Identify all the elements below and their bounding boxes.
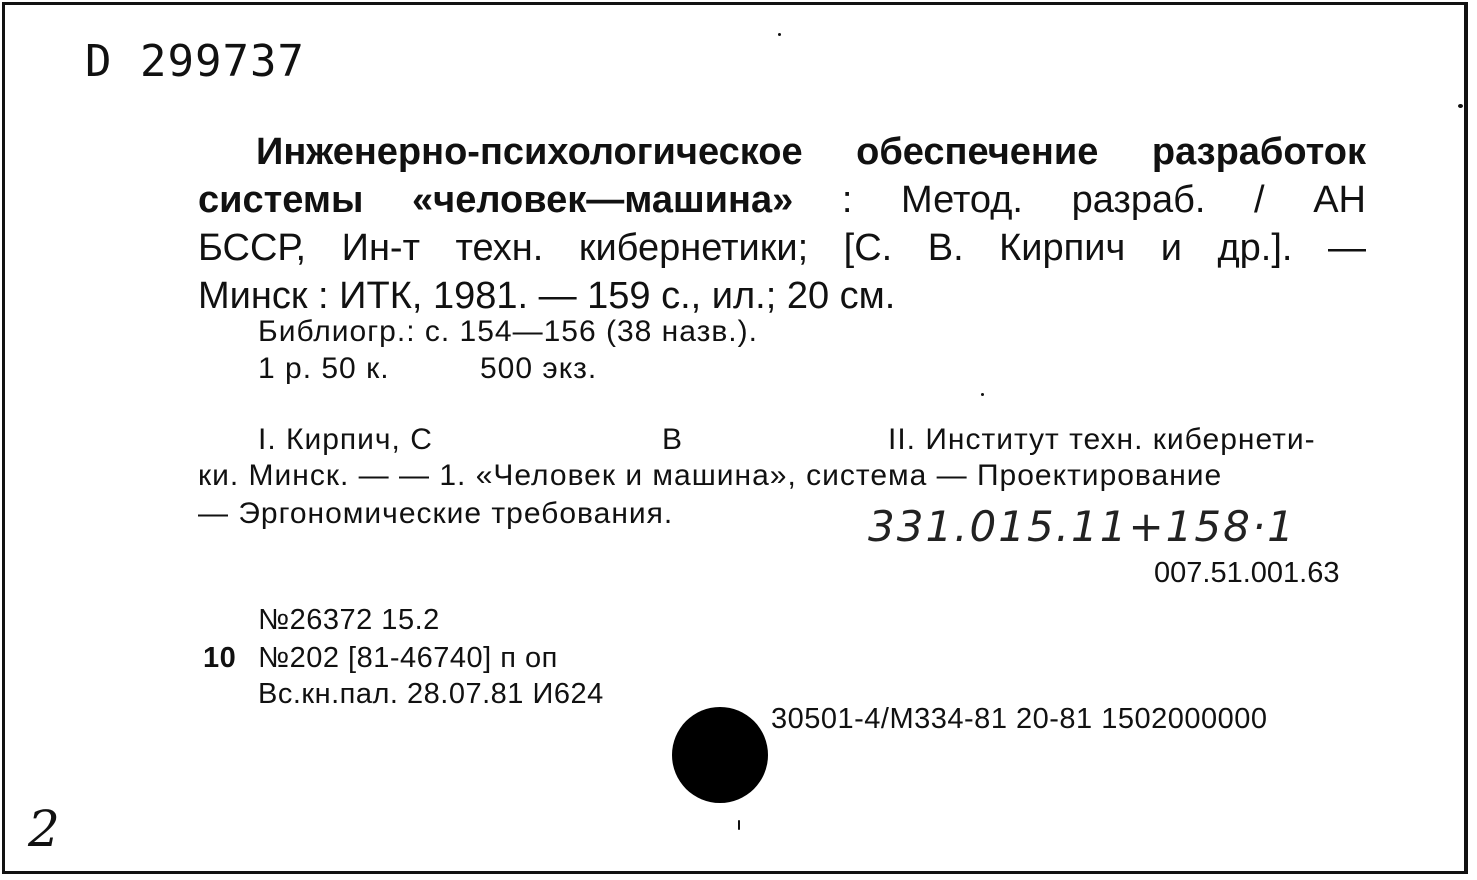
tracing-subjects: ки. Минск. — — 1. «Человек и машина», система — Проектирование — [198, 459, 1223, 492]
title-line-4: Минск : ИТК, 1981. — 159 с., ил.; 20 см. — [198, 275, 896, 317]
bibliography-note: Библиогр.: с. 154—156 (38 назв.). — [258, 315, 758, 348]
title-line-3: БССР, Ин-т техн. кибернетики; [С. В. Кирпич и др.]. — — [198, 227, 1366, 269]
print-number: №202 [81-46740] п оп — [258, 642, 558, 674]
order-number: №26372 15.2 — [258, 604, 440, 636]
title-line-1: Инженерно-психологическое обеспечение разработок — [256, 131, 1366, 173]
card-number: D 299737 — [85, 36, 305, 87]
handwritten-classification: 331.015.11+158·1 — [868, 502, 1296, 551]
dust-speck — [738, 820, 740, 830]
title-block — [198, 128, 1366, 320]
dust-speck — [1458, 104, 1463, 108]
dust-speck — [778, 33, 781, 36]
tracing-author-initial: В — [662, 423, 684, 456]
title-line-2-rest: : Метод. разраб. / АН — [793, 179, 1366, 221]
udc-index: 007.51.001.63 — [1154, 557, 1340, 589]
tracing-subjects-cont: — Эргономические требования. — [198, 497, 674, 530]
title-line-2 — [198, 176, 1366, 224]
printing-info: Вс.кн.пал. 28.07.81 И624 — [258, 678, 604, 710]
title-line-2-bold: системы «человек—машина» — [198, 179, 794, 221]
tracing-institute: II. Институт техн. кибернети- — [888, 423, 1316, 456]
price: 1 р. 50 к. — [258, 352, 390, 385]
dust-speck — [981, 393, 984, 396]
copies: 500 экз. — [480, 352, 598, 385]
tracing-author: I. Кирпич, С — [258, 423, 433, 456]
corner-handwritten-mark: 2 — [28, 800, 60, 858]
print-prefix: 10 — [203, 642, 237, 674]
catalog-code: 30501-4/М334-81 20-81 1502000000 — [771, 703, 1268, 735]
punch-hole — [672, 707, 768, 803]
